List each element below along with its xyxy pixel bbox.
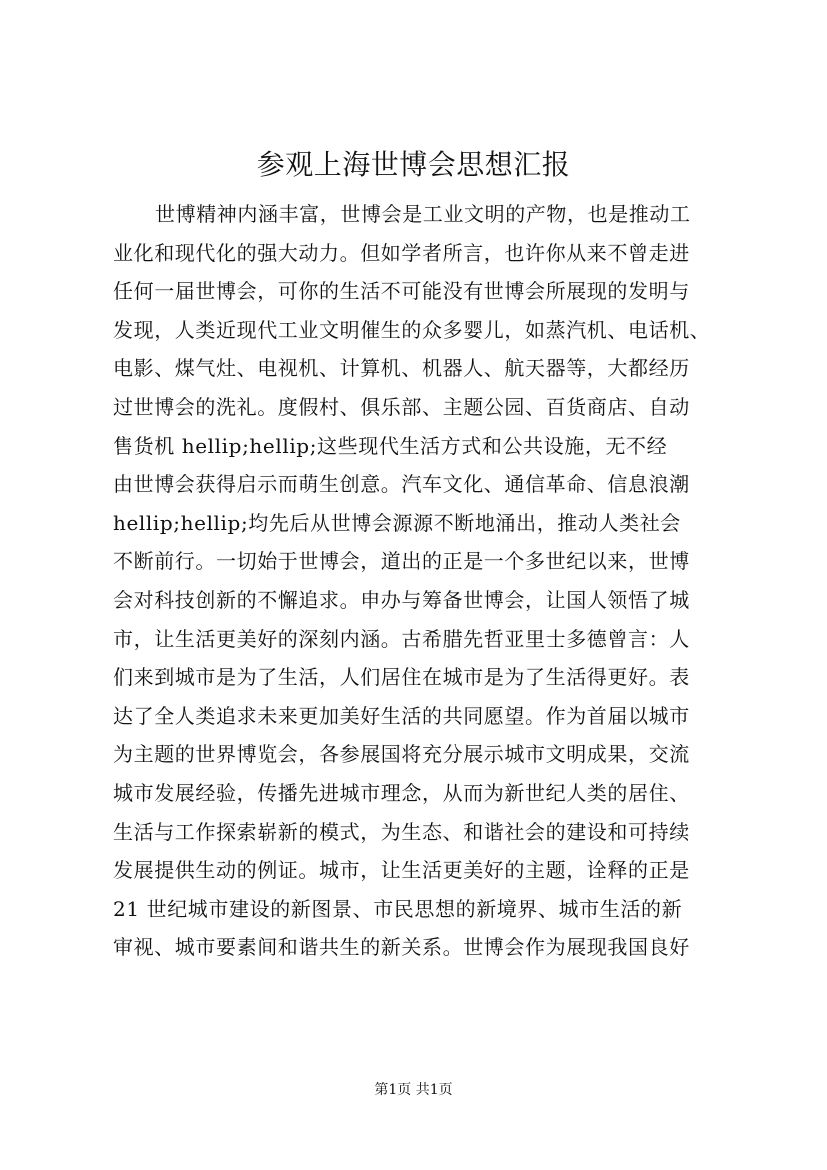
body-line: 业化和现代化的强大动力。但如学者所言，也许你从来不曾走进: [113, 240, 690, 265]
body-line: hellip;hellip;均先后从世博会源源不断地涌出，推动人类社会: [113, 510, 681, 535]
body-line: 达了全人类追求未来更加美好生活的共同愿望。作为首届以城市: [113, 703, 690, 728]
body-line: 不断前行。一切始于世博会，道出的正是一个多世纪以来，世博: [113, 549, 690, 574]
body-line: 过世博会的洗礼。度假村、俱乐部、主题公园、百货商店、自动: [113, 394, 690, 419]
body-line: 发现，人类近现代工业文明催生的众多婴儿，如蒸汽机、电话机、: [113, 317, 711, 342]
body-line: 为主题的世界博览会，各参展国将充分展示城市文明成果，交流: [113, 742, 690, 767]
body-line: 任何一届世博会，可你的生活不可能没有世博会所展现的发明与: [113, 279, 690, 304]
body-line: 城市发展经验，传播先进城市理念，从而为新世纪人类的居住、: [113, 780, 690, 805]
body-line: 会对科技创新的不懈追求。申办与筹备世博会，让国人领悟了城: [113, 587, 690, 612]
body-line: 电影、煤气灶、电视机、计算机、机器人、航天器等，大都经历: [113, 356, 690, 381]
body-line: 售货机 hellip;hellip;这些现代生活方式和公共设施，无不经: [113, 433, 668, 458]
page-footer: 第1页 共1页: [374, 1082, 453, 1098]
body-line: 由世博会获得启示而萌生创意。汽车文化、通信革命、信息浪潮: [113, 472, 690, 497]
body-line: 世博精神内涵丰富，世博会是工业文明的产物，也是推动工: [155, 202, 691, 226]
body-line: 21 世纪城市建设的新图景、市民思想的新境界、城市生活的新: [113, 896, 683, 921]
document-title: 参观上海世博会思想汇报: [256, 148, 571, 181]
body-line: 市，让生活更美好的深刻内涵。古希腊先哲亚里士多德曾言：人: [113, 626, 690, 651]
body-line: 发展提供生动的例证。城市，让生活更美好的主题，诠释的正是: [113, 858, 690, 883]
body-line: 审视、城市要素间和谐共生的新关系。世博会作为展现我国良好: [113, 935, 690, 960]
document-body: [113, 195, 743, 967]
body-line: 们来到城市是为了生活，人们居住在城市是为了生活得更好。表: [113, 665, 690, 690]
body-line: 生活与工作探索崭新的模式，为生态、和谐社会的建设和可持续: [113, 819, 690, 844]
